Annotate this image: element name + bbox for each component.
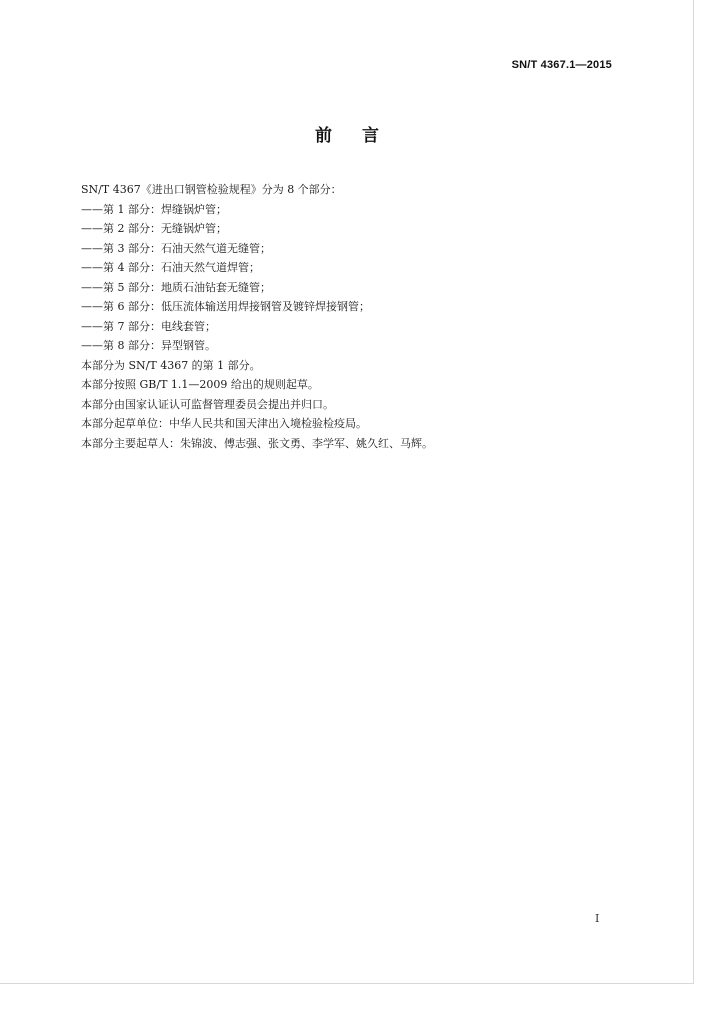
part-list-item: ——第 2 部分：无缝锅炉管；: [81, 222, 227, 235]
body-line: 本部分由国家认证认可监督管理委员会提出并归口。: [81, 397, 334, 411]
part-list-item: ——第 4 部分：石油天然气道焊管；: [81, 261, 260, 274]
foreword-body: [81, 180, 621, 453]
part-list-item: ——第 7 部分：电线套管；: [81, 319, 216, 333]
body-line: 本部分按照 GB/T 1.1—2009 给出的规则起草。: [81, 378, 319, 391]
part-list-item: ——第 5 部分：地质石油钻套无缝管；: [81, 280, 271, 294]
page-title: 前言: [315, 126, 409, 146]
body-line: SN/T 4367《进出口钢管检验规程》分为 8 个部分：: [81, 183, 342, 196]
body-line: 本部分为 SN/T 4367 的第 1 部分。: [81, 358, 261, 372]
page-number: I: [595, 912, 600, 925]
body-line: 本部分起草单位：中华人民共和国天津出入境检验检疫局。: [81, 417, 367, 430]
part-list-item: ——第 3 部分：石油天然气道无缝管；: [81, 241, 271, 255]
body-line: 本部分主要起草人：朱锦波、傅志强、张文勇、李学军、姚久红、马辉。: [81, 436, 433, 450]
part-list-item: ——第 6 部分：低压流体输送用焊接钢管及镀锌焊接钢管；: [81, 300, 370, 313]
part-list-item: ——第 1 部分：焊缝锅炉管；: [81, 202, 227, 216]
standard-code: SN/T 4367.1—2015: [511, 59, 612, 71]
part-list-item: ——第 8 部分：异型钢管。: [81, 339, 216, 352]
